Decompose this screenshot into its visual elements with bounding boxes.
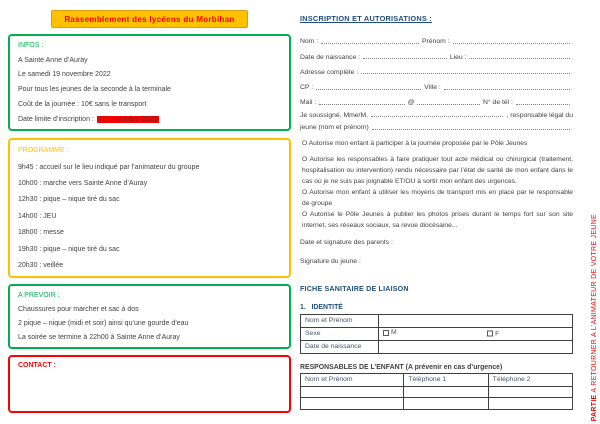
adresse-label: Adresse complète : bbox=[300, 68, 359, 76]
empty-cell bbox=[301, 386, 404, 398]
form-line-cp-ville bbox=[300, 76, 573, 91]
checkbox-female-group bbox=[487, 330, 499, 337]
form-line-soussigne bbox=[300, 106, 573, 119]
authorization-transport: O Autorise mon enfant à utiliser les moyens de transport mis en place par le responsable de groupe bbox=[302, 189, 573, 208]
deadline-highlight: 10 novembre 2022 bbox=[98, 115, 158, 123]
infos-line: A Sainte Anne d’Auray bbox=[18, 56, 88, 64]
programme-line: 14h00 : JEU bbox=[18, 212, 57, 220]
identity-naissance-cell bbox=[379, 340, 573, 353]
empty-cell bbox=[488, 398, 572, 410]
empty-cell bbox=[404, 398, 488, 410]
soussigne-label: Je soussigné, Mme/M. bbox=[300, 111, 368, 119]
mail-local-field bbox=[319, 104, 404, 105]
form-line-mail-tel bbox=[300, 91, 573, 106]
adresse-field bbox=[361, 73, 570, 74]
nom-label: Nom : bbox=[300, 38, 319, 46]
document-title-banner bbox=[51, 10, 247, 28]
ville-field bbox=[444, 89, 570, 90]
soussigne-field bbox=[371, 116, 503, 117]
infos-line: Le samedi 19 novembre 2022 bbox=[18, 71, 111, 79]
jeune-signature-line: Signature du jeune : bbox=[300, 257, 361, 265]
infos-label: INFOS : bbox=[18, 42, 44, 49]
table-row bbox=[301, 340, 573, 353]
mail-label: Mail : bbox=[300, 99, 317, 107]
jeune-label: jeune (nom et prénom) bbox=[300, 124, 369, 132]
checkbox-female-icon bbox=[487, 331, 493, 337]
authorization-medical: O Autorise les responsables à faire pratiquer tout acte médical ou chirurgical (traitement, hospitalisation ou intervention) rendu nécessaire par l’état de santé de mon enfant dans le cas où je ne suis pas joignable ET/OU à sortir mon enfant des urgences. bbox=[302, 156, 573, 186]
cp-field bbox=[316, 89, 421, 90]
responsables-col-header: Téléphone 2 bbox=[488, 373, 572, 386]
contact-label: CONTACT : bbox=[18, 361, 56, 369]
form-line-adresse bbox=[300, 61, 573, 76]
inscription-heading: INSCRIPTION ET AUTORISATIONS : bbox=[300, 14, 432, 23]
infos-line: Pour tous les jeunes de la seconde à la terminale bbox=[18, 86, 171, 94]
female-label: F bbox=[495, 330, 500, 338]
empty-cell bbox=[301, 398, 404, 410]
identite-heading: 1. IDENTITÉ bbox=[300, 303, 343, 311]
tel-field bbox=[516, 104, 570, 105]
contact-box bbox=[8, 355, 291, 413]
prenom-label: Prénom : bbox=[422, 38, 450, 46]
identity-nom-cell bbox=[379, 314, 573, 327]
table-row bbox=[301, 398, 573, 410]
return-note-vertical bbox=[591, 214, 598, 421]
left-column bbox=[8, 10, 291, 420]
programme-line: 18h00 : messe bbox=[18, 229, 64, 237]
table-row bbox=[301, 386, 573, 398]
table-row bbox=[301, 314, 573, 327]
cp-label: CP : bbox=[300, 84, 314, 92]
programme-box bbox=[8, 138, 291, 278]
responsables-col-header: Téléphone 1 bbox=[404, 373, 488, 386]
a-prevoir-line: La soirée se termine à 22h00 à Sainte Anne d’Auray bbox=[18, 333, 180, 341]
a-prevoir-line: 2 pique – nique (midi et soir) ainsi qu’une gourde d’eau bbox=[18, 320, 189, 328]
responsables-table bbox=[300, 373, 573, 410]
programme-line: 9h45 : accueil sur le lieu indiqué par l’animateur du groupe bbox=[18, 163, 200, 171]
authorization-participation: O Autorise mon enfant à participer à la journée proposée par le Pôle Jeunes bbox=[302, 140, 528, 148]
form-line-naissance-lieu bbox=[300, 45, 573, 60]
responsables-heading: RESPONSABLES DE L’ENFANT (A prévenir en cas d’urgence) bbox=[300, 363, 503, 371]
deadline-line bbox=[18, 113, 281, 128]
lieu-field bbox=[469, 58, 570, 59]
identity-row-label: Date de naissance bbox=[301, 340, 379, 353]
identity-row-label: Sexe bbox=[301, 327, 379, 340]
table-header-row bbox=[301, 373, 573, 386]
right-column bbox=[300, 14, 573, 410]
deadline-label: Date limite d’inscription : bbox=[18, 115, 94, 123]
jeune-field bbox=[372, 129, 570, 130]
parents-signature-line: Date et signature des parents : bbox=[300, 238, 393, 246]
form-line-nom-prenom bbox=[300, 30, 573, 45]
return-note-text: A RETOURNER A L’ANIMATEUR DE VOTRE JEUNE bbox=[591, 213, 598, 395]
document-title: Rassemblement des lycéens du Morbihan bbox=[64, 15, 235, 24]
empty-cell bbox=[488, 386, 572, 398]
nom-field bbox=[321, 43, 419, 44]
programme-line: 19h30 : pique – nique tiré du sac bbox=[18, 245, 120, 253]
at-sign: @ bbox=[407, 99, 415, 107]
male-label: M bbox=[391, 329, 397, 337]
identity-table bbox=[300, 314, 573, 354]
identity-sexe-cell bbox=[379, 327, 573, 340]
tel-label: N° de tél : bbox=[483, 99, 513, 107]
infos-box bbox=[8, 34, 291, 131]
form-line-jeune bbox=[300, 119, 573, 132]
ville-label: Ville : bbox=[424, 84, 441, 92]
fiche-sanitaire-heading: FICHE SANITAIRE DE LIAISON bbox=[300, 284, 409, 293]
programme-line: 20h30 : veillée bbox=[18, 262, 64, 270]
mail-domain-field bbox=[417, 104, 480, 105]
lieu-label: Lieu : bbox=[449, 53, 467, 61]
return-note-bold: PARTIE bbox=[591, 394, 598, 421]
programme-line: 10h00 : marche vers Sainte Anne d’Auray bbox=[18, 180, 148, 188]
table-row bbox=[301, 327, 573, 340]
responsable-suffix: , responsable légal du bbox=[506, 111, 573, 119]
empty-cell bbox=[404, 386, 488, 398]
a-prevoir-line: Chaussures pour marcher et sac à dos bbox=[18, 306, 139, 314]
a-prevoir-label: A PREVOIR : bbox=[18, 292, 60, 300]
checkbox-male-group bbox=[383, 329, 397, 336]
naissance-field bbox=[363, 58, 447, 59]
authorization-photos: O Autorise le Pôle Jeunes à publier les photos prises durant le temps fort sur son site internet, ses réseaux sociaux, sa revue diocésaine... bbox=[302, 210, 573, 229]
infos-line: Coût de la journée : 10€ sans le transport bbox=[18, 100, 147, 108]
a-prevoir-box bbox=[8, 284, 291, 348]
identity-row-label: Nom et Prénom bbox=[301, 314, 379, 327]
responsables-col-header: Nom et Prénom bbox=[301, 373, 404, 386]
programme-line: 12h30 : pique – nique tiré du sac bbox=[18, 196, 120, 204]
checkbox-male-icon bbox=[383, 330, 389, 336]
programme-label: PROGRAMME : bbox=[18, 147, 69, 155]
prenom-field bbox=[453, 43, 570, 44]
naissance-label: Date de naissance : bbox=[300, 53, 361, 61]
